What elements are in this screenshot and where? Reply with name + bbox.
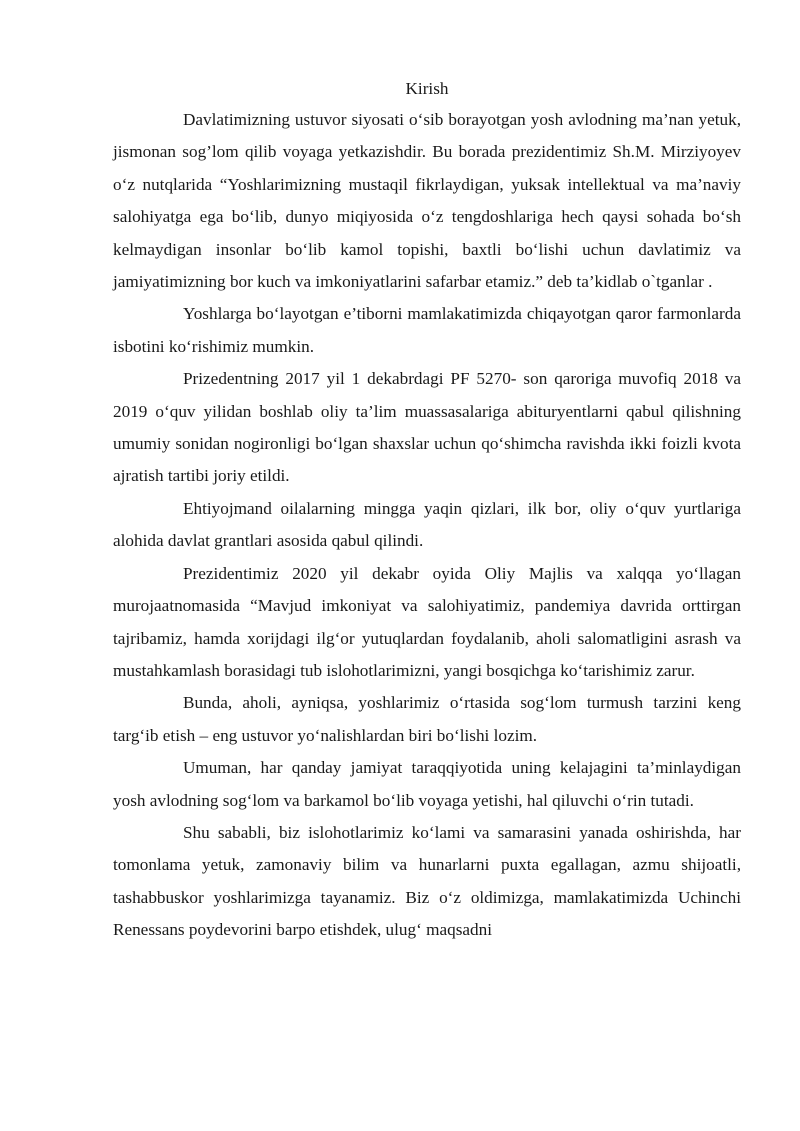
paragraph: Prizedentning 2017 yil 1 dekabrdagi PF 5270- son qaroriga muvofiq 2018 va 2019 o‘quv yilidan boshlab oliy ta’lim muassasalariga abituryentlarni qabul qilishning umumiy sonidan nogironligi bo‘lgan shaxslar uchun qo‘shimcha ravishda ikki foizli kvota ajratish tartibi joriy etildi. xyxy=(113,369,741,486)
paragraph: Shu sababli, biz islohotlarimiz ko‘lami va samarasini yanada oshirishda, har tomonlama yetuk, zamonaviy bilim va hunarlarni puxta egallagan, azmu shijoatli, tashabbuskor yoshlarimizga tayanamiz. Biz o‘z oldimizga, mamlakatimizda Uchinchi Renessans poydevorini barpo etishdek, ulug‘ maqsadni xyxy=(113,822,741,940)
paragraph: Prezidentimiz 2020 yil dekabr oyida Oliy Majlis va xalqqa yo‘llagan murojaatnomasida “Mavjud imkoniyat va salohiyatimiz, pandemiya davrida orttirgan tajribamiz, hamda xorijdagi ilg‘or yutuqlardan foydalanib, aholi salomatligini asrash va mustahkamlash borasidagi tub islohotlarimizni, yangi bosqichga ko‘tarishimiz zarur. xyxy=(113,563,741,680)
document-body xyxy=(113,74,741,947)
paragraph: Bunda, aholi, ayniqsa, yoshlarimiz o‘rtasida sog‘lom turmush tarzini keng targ‘ib etish – eng ustuvor yo‘nalishlardan biri bo‘lishi lozim. xyxy=(113,693,741,745)
paragraph: Ehtiyojmand oilalarning mingga yaqin qizlari, ilk bor, oliy o‘quv yurtlariga alohida davlat grantlari asosida qabul qilindi. xyxy=(113,498,741,551)
paragraph: Yoshlarga bo‘layotgan e’tiborni mamlakatimizda chiqayotgan qaror farmonlarda isbotini ko‘rishimiz mumkin. xyxy=(113,304,741,356)
document-title: Kirish xyxy=(405,79,449,98)
paragraph: Umuman, har qanday jamiyat taraqqiyotida uning kelajagini ta’minlaydigan yosh avlodning sog‘lom va barkamol bo‘lib voyaga yetishi, hal qiluvchi o‘rin tutadi. xyxy=(113,758,741,810)
paragraph: Davlatimizning ustuvor siyosati o‘sib borayotgan yosh avlodning ma’nan yetuk, jismonan sog’lom qilib voyaga yetkazishdir. Bu borada prezidentimiz Sh.M. Mirziyoyev o‘z nutqlarida “Yoshlarimizning mustaqil fikrlaydigan, yuksak intellektual va ma’naviy salohiyatga ega bo‘lib, dunyo miqiyosida o‘z tengdoshlariga hech qaysi sohada bo‘sh kelmaydigan insonlar bo‘lib kamol topishi, baxtli bo‘lishi uchun davlatimiz va jamiyatimizning bor kuch va imkoniyatlarini safarbar etamiz.” deb ta’kidlab o`tganlar . xyxy=(113,110,741,292)
